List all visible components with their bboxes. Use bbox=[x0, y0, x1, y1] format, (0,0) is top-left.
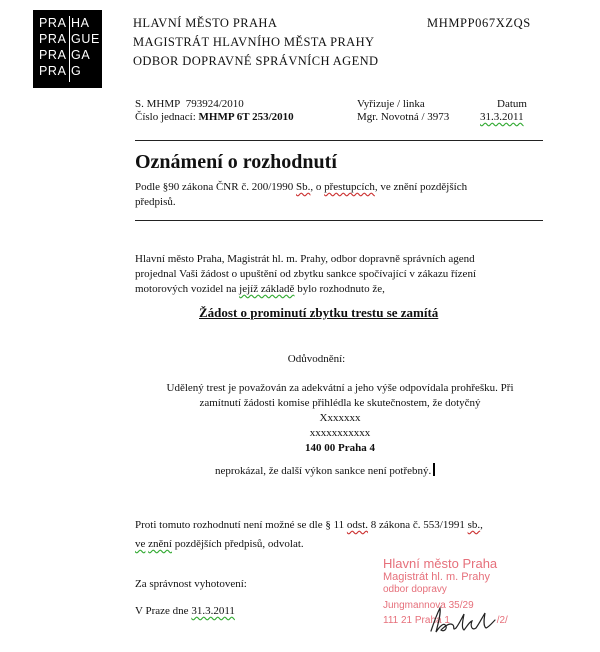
reasoning-line: Udělený trest je považován za adekvátní a jeho výše odpovídala prohřešku. Při bbox=[166, 382, 514, 394]
appeal-sb: sb. bbox=[467, 519, 481, 531]
appeal-line bbox=[135, 518, 565, 533]
logo-text: PRA bbox=[39, 64, 67, 78]
intro-text: bylo rozhodnuto že, bbox=[294, 283, 385, 295]
intro-text-marked: jejíž základě bbox=[239, 283, 295, 295]
appeal-text: 8 zákona č. 553/1991 bbox=[368, 519, 468, 531]
legal-basis-offences: přestupcích bbox=[324, 181, 375, 193]
org-magistrate: MAGISTRÁT HLAVNÍHO MĚSTA PRAHY bbox=[133, 35, 375, 49]
top-divider bbox=[135, 140, 543, 141]
signature-icon bbox=[428, 604, 498, 636]
legal-basis-text: , o bbox=[310, 181, 325, 193]
prague-logo bbox=[33, 10, 102, 88]
person-name: Xxxxxxx bbox=[319, 412, 361, 424]
stamp-line: Magistrát hl. m. Prahy bbox=[383, 571, 490, 583]
logo-text: GA bbox=[71, 48, 91, 62]
title-divider bbox=[135, 220, 543, 221]
document-code: MHMPP067XZQS bbox=[427, 16, 531, 30]
s-mhmp-label: S. MHMP bbox=[135, 98, 181, 110]
legal-basis-text: , ve znění pozdějších bbox=[374, 181, 468, 193]
page-title: Oznámení o rozhodnutí bbox=[135, 151, 337, 173]
logo-text: PRA bbox=[39, 16, 67, 30]
logo-text: PRA bbox=[39, 32, 67, 46]
intro-text: motorových vozidel na bbox=[135, 283, 240, 295]
s-mhmp bbox=[135, 97, 244, 111]
logo-text: G bbox=[71, 64, 82, 78]
legal-basis-text: předpisů. bbox=[135, 196, 176, 208]
org-name: HLAVNÍ MĚSTO PRAHA bbox=[133, 16, 278, 30]
place-date-value: 31.3.2011 bbox=[191, 605, 235, 617]
reference-label: Číslo jednací: bbox=[135, 111, 196, 123]
appeal-line bbox=[135, 537, 565, 552]
date-value: 31.3.2011 bbox=[480, 111, 524, 123]
correctness-note: Za správnost vyhotovení: bbox=[135, 578, 247, 590]
reasoning-heading-text: Odůvodnění: bbox=[287, 353, 346, 365]
stamp-line: odbor dopravy bbox=[383, 584, 447, 595]
reasoning-conclusion bbox=[215, 463, 435, 479]
logo-row bbox=[39, 32, 102, 48]
logo-text: PRA bbox=[39, 48, 67, 62]
person-address: xxxxxxxxxxx bbox=[309, 427, 371, 439]
intro-line: Hlavní město Praha, Magistrát hl. m. Prahy, odbor dopravně správních agend bbox=[135, 253, 475, 265]
legal-basis-text: Podle §90 zákona ČNR č. 200/1990 bbox=[135, 181, 297, 193]
reference-number bbox=[135, 110, 294, 124]
intro-paragraph bbox=[135, 252, 565, 297]
intro-line bbox=[135, 282, 565, 297]
reasoning-heading bbox=[0, 352, 600, 367]
appeal-text: , bbox=[480, 519, 483, 531]
appeal-text-marked: znění bbox=[148, 538, 172, 550]
stamp-suffix: /2/ bbox=[496, 615, 508, 626]
person-city: 140 00 Praha 4 bbox=[305, 442, 375, 454]
logo-row bbox=[39, 48, 102, 64]
reasoning-body bbox=[140, 381, 540, 456]
logo-text: HA bbox=[71, 16, 90, 30]
place-date-prefix: V Praze dne bbox=[135, 605, 192, 617]
appeal-text: pozdějších předpisů, odvolat. bbox=[171, 538, 304, 550]
handler-label: Vyřizuje / linka bbox=[357, 98, 425, 110]
handler-value: Mgr. Novotná / 3973 bbox=[357, 111, 450, 123]
appeal-text: Proti tomuto rozhodnutí není možné se dle § 11 bbox=[135, 519, 347, 531]
logo-text: GUE bbox=[71, 32, 100, 46]
reasoning-line: zamítnutí žádosti komise přihlédla ke skutečnostem, že dotyčný bbox=[199, 397, 481, 409]
intro-line: projednal Vaši žádost o upuštění od zbytku sankce spočívající v zákazu řízení bbox=[135, 268, 476, 280]
stamp-city: 111 21 Praha 1 bbox=[383, 615, 450, 626]
place-date bbox=[135, 604, 235, 619]
decision-statement: Žádost o prominutí zbytku trestu se zamítá bbox=[199, 305, 439, 320]
legal-basis bbox=[135, 180, 545, 210]
logo-row bbox=[39, 16, 102, 32]
org-department: ODBOR DOPRAVNÉ SPRÁVNÍCH AGEND bbox=[133, 54, 379, 68]
stamp-line: Jungmannova 35/29 bbox=[383, 600, 474, 611]
legal-basis-sb: Sb. bbox=[296, 181, 311, 193]
logo-row bbox=[39, 64, 102, 80]
text-cursor bbox=[433, 463, 435, 476]
date-label: Datum bbox=[497, 98, 527, 110]
s-mhmp-value: 793924/2010 bbox=[185, 98, 244, 110]
appeal-odst: odst. bbox=[346, 519, 369, 531]
reference-value: MHMP 6T 253/2010 bbox=[198, 111, 294, 123]
logo-divider bbox=[69, 16, 70, 82]
appeal-text-marked: ve bbox=[135, 538, 146, 550]
appeal-notice bbox=[135, 518, 565, 552]
stamp-line: Hlavní město Praha bbox=[383, 556, 498, 571]
reasoning-conclusion-text: neprokázal, že další výkon sankce není potřebný. bbox=[215, 465, 432, 477]
